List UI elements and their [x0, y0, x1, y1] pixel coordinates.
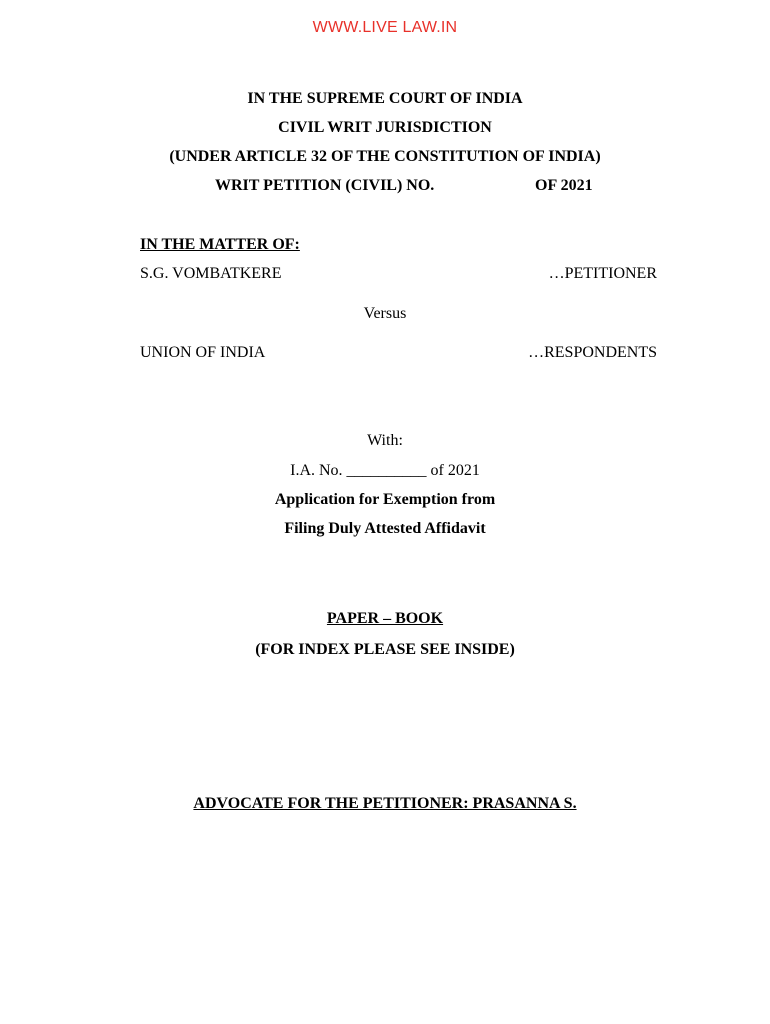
matter-heading: IN THE MATTER OF:	[140, 236, 300, 253]
petitioner-name: S.G. VOMBATKERE	[140, 265, 282, 282]
petitioner-role: …PETITIONER	[548, 265, 657, 282]
application-title-line2: Filing Duly Attested Affidavit	[284, 520, 486, 537]
respondent-name: UNION OF INDIA	[140, 344, 266, 361]
versus-label: Versus	[363, 305, 407, 322]
paper-book-title: PAPER – BOOK	[326, 610, 444, 627]
advocate-line: ADVOCATE FOR THE PETITIONER: PRASANNA S.	[193, 795, 577, 812]
watermark-link[interactable]: WWW.LIVE LAW.IN	[312, 19, 458, 36]
jurisdiction-title: CIVIL WRIT JURISDICTION	[278, 119, 492, 136]
court-title: IN THE SUPREME COURT OF INDIA	[247, 90, 523, 107]
article-subtitle: (UNDER ARTICLE 32 OF THE CONSTITUTION OF INDIA)	[169, 148, 601, 165]
respondent-role: …RESPONDENTS	[528, 344, 657, 361]
index-note: (FOR INDEX PLEASE SEE INSIDE)	[255, 641, 515, 658]
petition-year: OF 2021	[535, 177, 593, 194]
with-label: With:	[367, 432, 403, 449]
petition-number-label: WRIT PETITION (CIVIL) NO.	[215, 177, 435, 194]
ia-number: I.A. No. __________ of 2021	[290, 462, 480, 479]
application-title-line1: Application for Exemption from	[274, 491, 496, 508]
